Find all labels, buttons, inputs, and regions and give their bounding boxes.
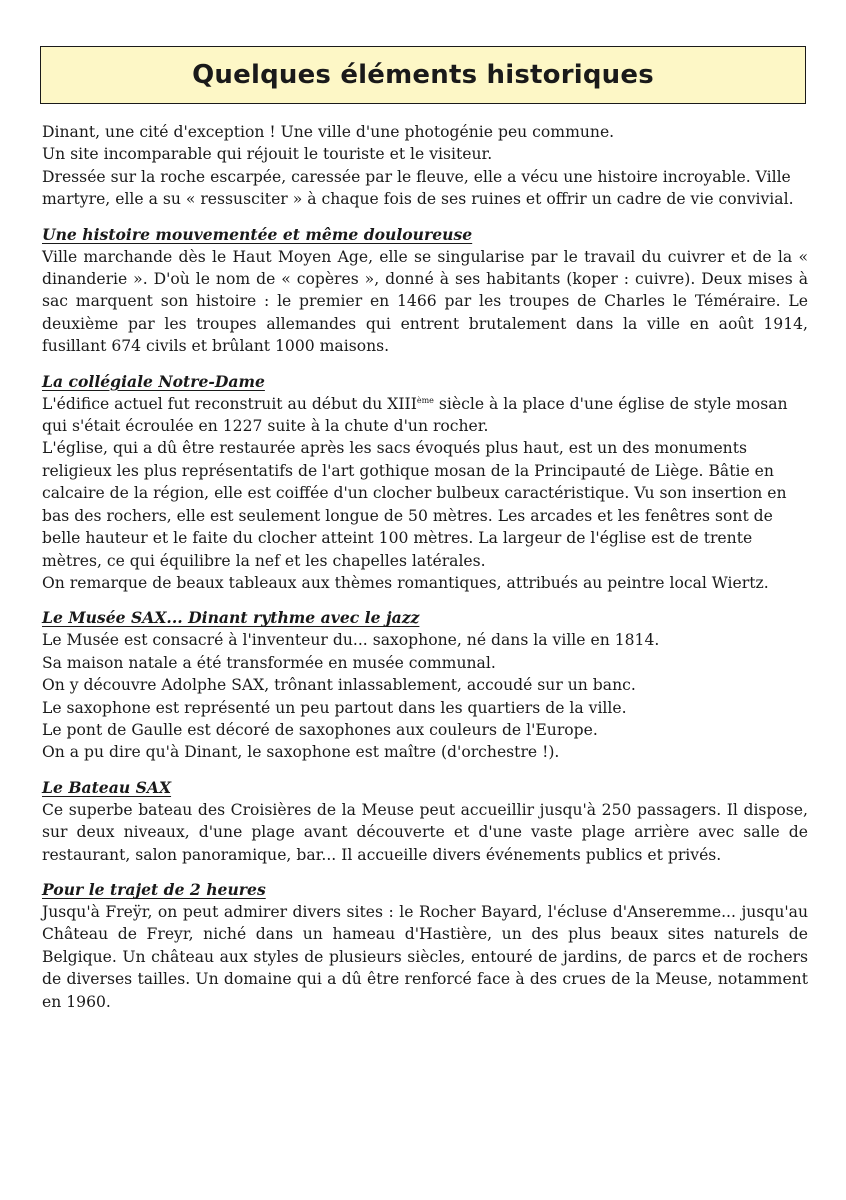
section-body-histoire [42, 246, 808, 358]
section-paragraph: Jusqu'à Freÿr, on peut admirer divers sites : le Rocher Bayard, l'écluse d'Anseremme... jusqu'au Château de Freyr, niché dans un hameau d'Hastière, un des plus beaux sites naturels de Belgique. Un château aux styles de plusieurs siècles, entouré de jardins, de parcs et de rochers de diverses tailles. Un domaine qui a dû être renforcé face à des crues de la Meuse, notamment en 1960. [42, 902, 808, 1011]
intro-line: Dinant, une cité d'exception ! Une ville d'une photogénie peu commune. [42, 123, 615, 141]
section-line: On y découvre Adolphe SAX, trônant inlassablement, accoudé sur un banc. [42, 676, 636, 695]
intro-line: Dressée sur la roche escarpée, caressée par le fleuve, elle a vécu une histoire incroyable. Ville martyre, elle a su « ressusciter » à chaque fois de ses ruines et offrir un cadre de vie convivial. [42, 167, 794, 209]
section-body-bateau [42, 799, 808, 866]
document-content [42, 121, 808, 1013]
section-heading-bateau: Le Bateau SAX [42, 777, 172, 797]
section-body-trajet [42, 901, 808, 1013]
page-title: Quelques éléments historiques [192, 60, 654, 90]
section-line: Sa maison natale a été transformée en musée communal. [42, 653, 496, 672]
section-heading-histoire: Une histoire mouvementée et même douloureuse [42, 224, 473, 244]
section-line: Le pont de Gaulle est décoré de saxophones aux couleurs de l'Europe. [42, 720, 598, 739]
section-heading-musee: Le Musée SAX... Dinant rythme avec le jazz [42, 608, 420, 628]
section-paragraph: Ville marchande dès le Haut Moyen Age, elle se singularise par le travail du cuivrer et de la « dinanderie ». D'où le nom de « copères », donné à ses habitants (koper : cuivre). Deux mises à sac marquent son histoire : le premier en 1466 par les troupes de Charles le Téméraire. Le deuxième par les troupes allemandes qui entrent brutalement dans la ville en août 1914, fusillant 674 civils et brûlant 1000 maisons. [42, 247, 808, 356]
section-heading-trajet: Pour le trajet de 2 heures [42, 879, 266, 899]
section-paragraph: On remarque de beaux tableaux aux thèmes romantiques, attribués au peintre local Wiertz. [42, 573, 769, 592]
paragraph-text: siècle à la place d'une église de style mosan qui s'était écroulée en 1227 suite à la chute d'un rocher. [42, 394, 788, 436]
section-line: On a pu dire qu'à Dinant, le saxophone est maître (d'orchestre !). [42, 743, 560, 762]
paragraph-text: L'édifice actuel fut reconstruit au début du XIII [42, 394, 417, 413]
intro-line: Un site incomparable qui réjouit le touriste et le visiteur. [42, 145, 493, 164]
section-heading-collegiale: La collégiale Notre-Dame [42, 371, 265, 391]
superscript-text: ème [416, 395, 434, 405]
section-paragraph [42, 393, 808, 438]
section-body-collegiale [42, 393, 808, 595]
section-line: Le Musée est consacré à l'inventeur du... saxophone, né dans la ville en 1814. [42, 631, 660, 650]
section-paragraph: Ce superbe bateau des Croisières de la Meuse peut accueillir jusqu'à 250 passagers. Il dispose, sur deux niveaux, d'une plage avant découverte et d'une vaste plage arrière avec salle de restaurant, salon panoramique, bar... Il accueille divers événements publics et privés. [42, 800, 808, 864]
title-banner [40, 46, 806, 104]
section-paragraph: L'église, qui a dû être restaurée après les sacs évoqués plus haut, est un des monuments religieux les plus représentatifs de l'art gothique mosan de la Principauté de Liège. Bâtie en calcaire de la région, elle est coiffée d'un clocher bulbeux caractéristique. Vu son insertion en bas des rochers, elle est seulement longue de 50 mètres. Les arcades et les fenêtres sont de belle hauteur et le faite du clocher atteint 100 mètres. La largeur de l'église est de trente mètres, ce qui équilibre la nef et les chapelles latérales. [42, 439, 787, 570]
section-line: Le saxophone est représenté un peu partout dans les quartiers de la ville. [42, 698, 627, 717]
section-body-musee [42, 629, 808, 763]
intro-paragraph [42, 121, 808, 211]
document-page [42, 46, 808, 1026]
